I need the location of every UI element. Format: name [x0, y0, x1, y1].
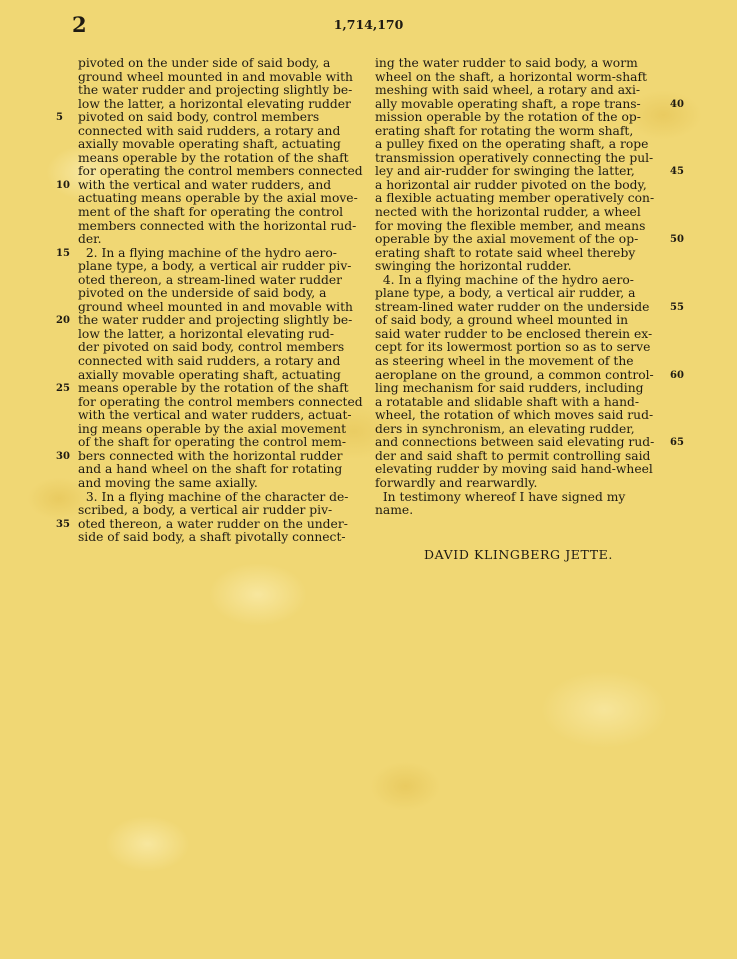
text-line: said water rudder to be enclosed therein ex-: [375, 326, 653, 341]
text-line: scribed, a body, a vertical air rudder piv-: [78, 503, 333, 518]
text-line: pivoted on said body, control members: [78, 110, 320, 125]
line-number: 25: [56, 383, 70, 395]
text-line: means operable by the rotation of the shaft: [78, 381, 349, 396]
text-line: and connections between said elevating rud-: [375, 435, 655, 450]
text-line: low the latter, a horizontal elevating rudder: [78, 96, 351, 111]
text-line: ley and air-rudder for swinging the latter,: [375, 164, 635, 179]
text-line: erating shaft to rotate said wheel thereby: [375, 245, 636, 260]
page-number: 2: [72, 12, 87, 37]
text-line: wheel, the rotation of which moves said rud-: [375, 408, 654, 423]
text-line: elevating rudder by moving said hand-wheel: [375, 462, 653, 477]
patent-number: 1,714,170: [333, 17, 404, 32]
text-line: swinging the horizontal rudder.: [375, 259, 572, 274]
text-line: the water rudder and projecting slightly be-: [78, 83, 353, 98]
text-line: low the latter, a horizontal elevating rud-: [78, 326, 335, 341]
text-line: of said body, a ground wheel mounted in: [375, 313, 629, 328]
text-line: with the vertical and water rudders, and: [78, 177, 332, 192]
text-line: a horizontal air rudder pivoted on the body,: [375, 177, 647, 192]
line-number: 35: [56, 518, 70, 530]
text-line: for moving the flexible member, and means: [375, 218, 646, 233]
line-number: 50: [670, 234, 684, 246]
line-number: 15: [56, 247, 70, 259]
text-line: plane type, a body, a vertical air rudder piv-: [78, 259, 352, 274]
line-number: 5: [56, 112, 63, 124]
text-line: mission operable by the rotation of the op-: [375, 110, 641, 125]
text-line: for operating the control members connected: [78, 394, 363, 409]
text-line: side of said body, a shaft pivotally connect-: [78, 530, 346, 545]
text-line: ground wheel mounted in and movable with: [78, 69, 353, 84]
text-line: 2. In a flying machine of the hydro aero-: [78, 245, 337, 260]
text-line: means operable by the rotation of the shaft: [78, 150, 349, 165]
text-line: In testimony whereof I have signed my: [375, 489, 626, 504]
text-line: ling mechanism for said rudders, including: [375, 381, 644, 396]
text-line: a flexible actuating member operatively con-: [375, 191, 655, 206]
line-number: 10: [56, 179, 70, 191]
text-line: ment of the shaft for operating the control: [78, 205, 344, 220]
text-line: der pivoted on said body, control members: [78, 340, 345, 355]
line-number: 40: [670, 98, 684, 110]
text-line: name.: [375, 503, 414, 518]
text-line: ground wheel mounted in and movable with: [78, 299, 353, 314]
line-number: 60: [670, 369, 684, 381]
inventor-signature: DAVID KLINGBERG JETTE.: [424, 547, 613, 562]
text-line: ing the water rudder to said body, a worm: [375, 56, 638, 70]
text-line: members connected with the horizontal rud-: [78, 218, 357, 233]
line-number: 30: [56, 450, 70, 462]
text-line: connected with said rudders, a rotary and: [78, 354, 341, 369]
text-line: der.: [78, 232, 102, 247]
text-line: for operating the control members connected: [78, 164, 363, 179]
text-line: of the shaft for operating the control mem-: [78, 435, 347, 450]
text-line: and a hand wheel on the shaft for rotating: [78, 462, 343, 477]
left-text-column: [78, 57, 364, 545]
text-line: pivoted on the underside of said body, a: [78, 286, 327, 301]
text-line: and moving the same axially.: [78, 475, 258, 490]
text-line: bers connected with the horizontal rudder: [78, 448, 343, 463]
text-line: aeroplane on the ground, a common control-: [375, 367, 654, 382]
text-line: the water rudder and projecting slightly be-: [78, 313, 353, 328]
text-line: meshing with said wheel, a rotary and axi-: [375, 83, 641, 98]
text-line: stream-lined water rudder on the underside: [375, 299, 650, 314]
text-line: oted thereon, a water rudder on the under-: [78, 516, 348, 531]
text-line: transmission operatively connecting the pul-: [375, 150, 654, 165]
text-line: as steering wheel in the movement of the: [375, 354, 634, 369]
text-line: ing means operable by the axial movement: [78, 421, 347, 436]
text-line: wheel on the shaft, a horizontal worm-shaft: [375, 69, 647, 84]
text-line: plane type, a body, a vertical air rudder, a: [375, 286, 636, 301]
text-line: connected with said rudders, a rotary and: [78, 123, 341, 138]
text-line: nected with the horizontal rudder, a wheel: [375, 205, 641, 220]
text-line: 3. In a flying machine of the character de-: [78, 489, 349, 504]
right-text-column: [375, 57, 662, 518]
text-line: cept for its lowermost portion so as to serve: [375, 340, 651, 355]
text-line: axially movable operating shaft, actuating: [78, 137, 341, 152]
text-line: oted thereon, a stream-lined water rudder: [78, 272, 343, 287]
line-number: 55: [670, 301, 684, 313]
line-number: 45: [670, 166, 684, 178]
text-line: a rotatable and slidable shaft with a hand-: [375, 394, 640, 409]
text-line: der and said shaft to permit controlling said: [375, 448, 651, 463]
text-line: axially movable operating shaft, actuating: [78, 367, 341, 382]
text-line: erating shaft for rotating the worm shaft,: [375, 123, 634, 138]
text-line: ders in synchronism, an elevating rudder,: [375, 421, 635, 436]
text-line: forwardly and rearwardly.: [375, 475, 538, 490]
text-line: a pulley fixed on the operating shaft, a rope: [375, 137, 649, 152]
text-line: actuating means operable by the axial move-: [78, 191, 358, 206]
text-line: pivoted on the under side of said body, a: [78, 56, 331, 70]
line-number: 65: [670, 437, 684, 449]
text-line: operable by the axial movement of the op-: [375, 232, 639, 247]
text-line: with the vertical and water rudders, actuat-: [78, 408, 352, 423]
text-line: 4. In a flying machine of the hydro aero-: [375, 272, 634, 287]
text-line: ally movable operating shaft, a rope trans-: [375, 96, 641, 111]
line-number: 20: [56, 315, 70, 327]
